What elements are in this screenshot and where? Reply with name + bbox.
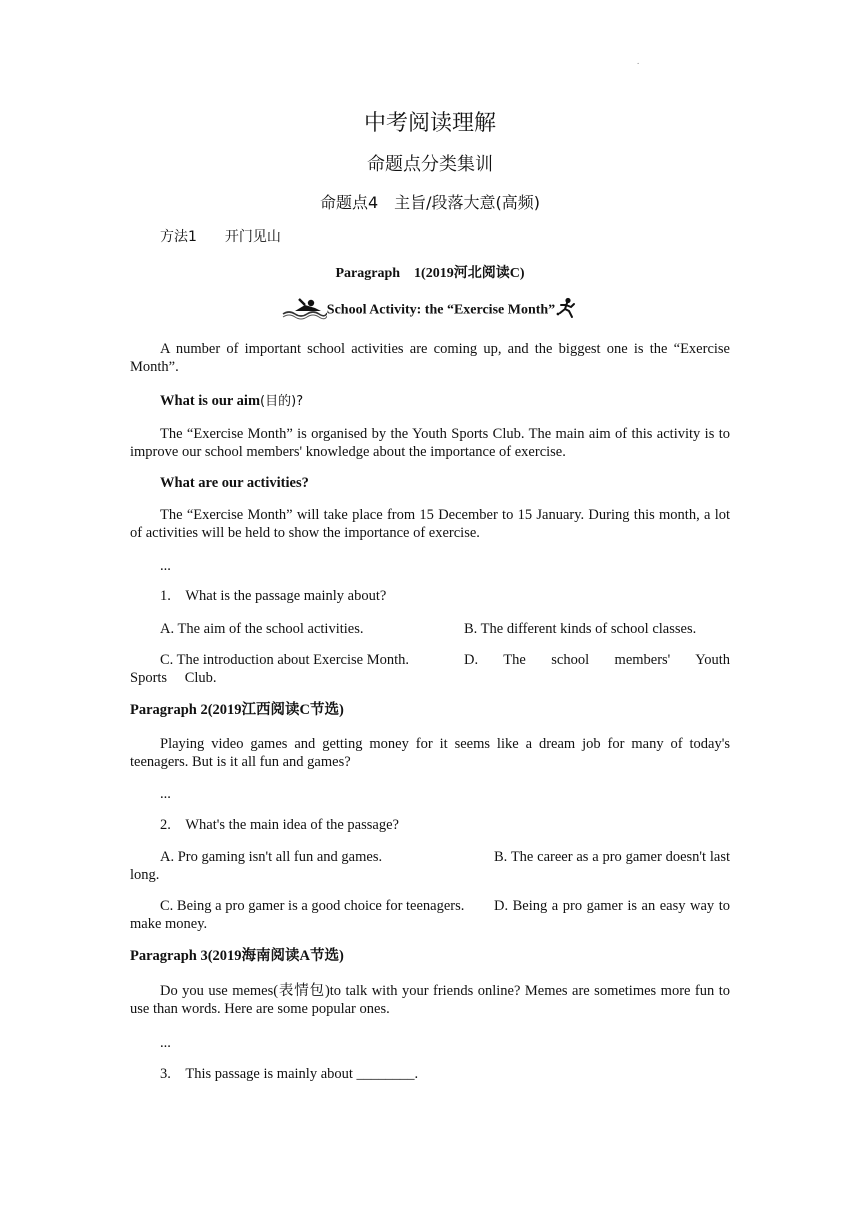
question-2-option-c: C. Being a pro gamer is a good choice for teenagers. <box>160 898 465 914</box>
header-dot: . <box>637 56 640 66</box>
paragraph-2-heading: Paragraph 2(2019江西阅读C节选) <box>130 702 344 718</box>
question-2: 2. What's the main idea of the passage? <box>160 817 399 833</box>
aim-paragraph: The “Exercise Month” is organised by the Youth Sports Club. The main aim of this activity is to improve our school members' knowledge about the importance of exercise. <box>130 426 730 460</box>
question-1-option-c: C. The introduction about Exercise Month. <box>160 652 410 668</box>
runner-icon <box>555 297 579 324</box>
activities-paragraph: The “Exercise Month” will take place from 15 December to 15 January. During this month, a lot of activities will be held to show the importance of exercise. <box>130 507 730 541</box>
paragraph-2-text: Playing video games and getting money for it seems like a dream job for many of today's teenagers. But is it all fun and games? <box>130 736 730 770</box>
question-2-option-b: B. The career as a pro gamer doesn't last long. <box>130 849 730 883</box>
paragraph-1-heading: Paragraph 1(2019河北阅读C) <box>335 266 525 281</box>
ellipsis-2: ... <box>160 786 171 802</box>
method-label: 方法1 开门见山 <box>160 229 281 245</box>
question-1-option-a: A. The aim of the school activities. <box>160 621 364 637</box>
question-2-option-a: A. Pro gaming isn't all fun and games. <box>160 849 383 865</box>
question-1: 1. What is the passage mainly about? <box>160 588 387 604</box>
activities-question: What are our activities? <box>160 475 309 491</box>
paragraph-3-text: Do you use memes(表情包)to talk with your friends online? Memes are sometimes more fun to use than words. Here are some popular ones. <box>130 983 730 1017</box>
sub-title: 命题点分类集训 <box>367 154 493 175</box>
aim-question-text: What is our aim <box>160 393 261 409</box>
question-3: 3. This passage is mainly about ________. <box>160 1066 419 1082</box>
swimmer-icon <box>281 296 327 325</box>
topic-title: 命题点4 主旨/段落大意(高频) <box>319 193 541 212</box>
ellipsis-3: ... <box>160 1035 171 1051</box>
article-title: School Activity: the “Exercise Month” <box>326 302 556 318</box>
aim-question-cn: (目的)? <box>260 394 304 409</box>
paragraph-3-heading: Paragraph 3(2019海南阅读A节选) <box>130 948 344 964</box>
intro-paragraph: A number of important school activities are coming up, and the biggest one is the “Exercise Month”. <box>130 341 730 375</box>
question-2-option-d: D. Being a pro gamer is an easy way to make money. <box>130 898 730 932</box>
ellipsis-1: ... <box>160 558 171 574</box>
article-title-row <box>0 296 860 325</box>
aim-question <box>160 392 303 411</box>
main-title: 中考阅读理解 <box>363 111 496 136</box>
question-1-option-b: B. The different kinds of school classes. <box>464 621 697 637</box>
question-1-option-d: D. The school members' Youth Sports Club. <box>130 652 730 686</box>
